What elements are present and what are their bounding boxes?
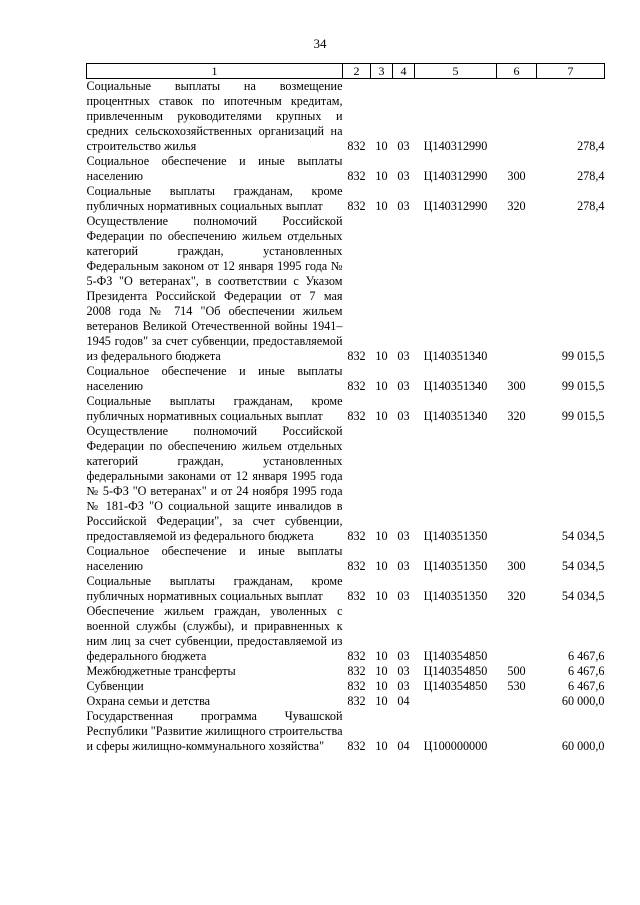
subsection-code: 03 [397, 349, 410, 363]
column-header: 2 [343, 64, 371, 79]
row-name: Межбюджетные трансферты [86, 664, 236, 678]
subsection-code: 04 [397, 694, 410, 708]
expense-type-code [497, 694, 537, 709]
table-row [87, 424, 605, 544]
amount: 60 000,0 [561, 694, 605, 708]
section-code: 10 [375, 739, 388, 753]
subsection-code: 03 [397, 409, 410, 423]
ministry-code: 832 [347, 559, 366, 573]
column-header: 5 [415, 64, 497, 79]
table-row [87, 154, 605, 184]
table-row [87, 544, 605, 574]
row-name: Социальное обеспечение и иные выплаты населению [86, 364, 343, 393]
row-name: Социальные выплаты гражданам, кроме публичных нормативных социальных выплат [86, 394, 343, 423]
table-row [87, 184, 605, 214]
table-row [87, 694, 605, 709]
amount: 6 467,6 [567, 649, 605, 663]
ministry-code: 832 [347, 694, 366, 708]
amount: 278,4 [577, 199, 605, 213]
target-article-code: Ц140351340 [423, 379, 488, 393]
column-header: 6 [497, 64, 537, 79]
section-code: 10 [375, 664, 388, 678]
expense-type-code: 320 [507, 409, 526, 423]
ministry-code: 832 [347, 199, 366, 213]
amount: 278,4 [577, 139, 605, 153]
section-code: 10 [375, 199, 388, 213]
amount: 60 000,0 [561, 739, 605, 753]
expense-type-code: 300 [507, 379, 526, 393]
subsection-code: 03 [397, 679, 410, 693]
amount: 54 034,5 [561, 529, 605, 543]
section-code: 10 [375, 529, 388, 543]
target-article-code: Ц140351340 [423, 349, 488, 363]
expense-type-code: 300 [507, 559, 526, 573]
budget-table [86, 63, 605, 754]
amount: 99 015,5 [561, 409, 605, 423]
subsection-code: 03 [397, 589, 410, 603]
expense-type-code: 320 [507, 589, 526, 603]
target-article-code: Ц140354850 [423, 649, 488, 663]
amount: 6 467,6 [567, 679, 605, 693]
section-code: 10 [375, 694, 388, 708]
row-name: Социальное обеспечение и иные выплаты населению [86, 154, 343, 183]
ministry-code: 832 [347, 379, 366, 393]
target-article-code: Ц140312990 [423, 169, 488, 183]
subsection-code: 03 [397, 649, 410, 663]
table-row [87, 214, 605, 364]
target-article-code [415, 694, 497, 709]
section-code: 10 [375, 169, 388, 183]
expense-type-code [497, 604, 537, 664]
target-article-code: Ц140351350 [423, 529, 488, 543]
row-name: Субвенции [86, 679, 144, 693]
subsection-code: 03 [397, 529, 410, 543]
row-name: Осуществление полномочий Российской Федерации по обеспечению жильем отдельных категорий граждан, установленных Федеральным законом от 12 января 1995 года № 5-ФЗ "О ветеранах", в соответствии с Указом Президента Российской Федерации от 7 мая 2008 года № 714 "Об обеспечении жильем ветеранов Великой Отечественной войны 1941–1945 годов" за счет субвенции, предоставляемой из федерального бюджета [86, 214, 343, 363]
row-name: Обеспечение жильем граждан, уволенных с военной службы (службы), и приравненных к ним лиц за счет субвенции, предоставляемой из федерального бюджета [86, 604, 343, 663]
expense-type-code: 320 [507, 199, 526, 213]
column-header: 7 [537, 64, 605, 79]
section-code: 10 [375, 409, 388, 423]
ministry-code: 832 [347, 349, 366, 363]
section-code: 10 [375, 349, 388, 363]
target-article-code: Ц140351350 [423, 559, 488, 573]
expense-type-code [497, 79, 537, 155]
target-article-code: Ц140354850 [423, 679, 488, 693]
expense-type-code [497, 709, 537, 754]
subsection-code: 03 [397, 199, 410, 213]
subsection-code: 03 [397, 664, 410, 678]
ministry-code: 832 [347, 589, 366, 603]
ministry-code: 832 [347, 169, 366, 183]
row-name: Охрана семьи и детства [86, 694, 211, 708]
page-number: 34 [313, 36, 327, 51]
ministry-code: 832 [347, 649, 366, 663]
expense-type-code: 500 [507, 664, 526, 678]
amount: 99 015,5 [561, 349, 605, 363]
ministry-code: 832 [347, 529, 366, 543]
ministry-code: 832 [347, 409, 366, 423]
row-name: Осуществление полномочий Российской Федерации по обеспечению жильем отдельных категорий граждан, установленных федеральными законами от 12 января 1995 года № 5-ФЗ "О ветеранах" и от 24 ноября 1995 года № 181-ФЗ "О социальной защите инвалидов в Российской Федерации", за счет субвенции, предоставляемой из федерального бюджета [86, 424, 343, 543]
section-code: 10 [375, 139, 388, 153]
subsection-code: 03 [397, 139, 410, 153]
section-code: 10 [375, 679, 388, 693]
table-row [87, 79, 605, 155]
ministry-code: 832 [347, 664, 366, 678]
amount: 54 034,5 [561, 559, 605, 573]
subsection-code: 03 [397, 559, 410, 573]
subsection-code: 03 [397, 379, 410, 393]
table-row [87, 574, 605, 604]
subsection-code: 04 [397, 739, 410, 753]
column-header: 3 [371, 64, 393, 79]
row-name: Социальные выплаты на возмещение процентных ставок по ипотечным кредитам, привлеченным руководителями крупных и средних сельскохозяйственных организаций на строительство жилья [86, 79, 343, 153]
row-name: Государственная программа Чувашской Республики "Развитие жилищного строительства и сферы жилищно-коммунального хозяйства" [86, 709, 343, 753]
ministry-code: 832 [347, 679, 366, 693]
table-row [87, 679, 605, 694]
expense-type-code [497, 424, 537, 544]
table-row [87, 664, 605, 679]
column-header: 4 [393, 64, 415, 79]
table-row [87, 394, 605, 424]
header-row [87, 64, 605, 79]
row-name: Социальное обеспечение и иные выплаты населению [86, 544, 343, 573]
section-code: 10 [375, 379, 388, 393]
target-article-code: Ц140351350 [423, 589, 488, 603]
row-name: Социальные выплаты гражданам, кроме публичных нормативных социальных выплат [86, 184, 343, 213]
target-article-code: Ц140351340 [423, 409, 488, 423]
table-body [87, 79, 605, 755]
amount: 54 034,5 [561, 589, 605, 603]
table-row [87, 604, 605, 664]
target-article-code: Ц100000000 [423, 739, 488, 753]
table-row [87, 709, 605, 754]
row-name: Социальные выплаты гражданам, кроме публичных нормативных социальных выплат [86, 574, 343, 603]
expense-type-code [497, 214, 537, 364]
ministry-code: 832 [347, 739, 366, 753]
expense-type-code: 300 [507, 169, 526, 183]
table-row [87, 364, 605, 394]
column-header: 1 [87, 64, 343, 79]
target-article-code: Ц140354850 [423, 664, 488, 678]
section-code: 10 [375, 559, 388, 573]
target-article-code: Ц140312990 [423, 139, 488, 153]
target-article-code: Ц140312990 [423, 199, 488, 213]
amount: 6 467,6 [567, 664, 605, 678]
amount: 278,4 [577, 169, 605, 183]
section-code: 10 [375, 589, 388, 603]
subsection-code: 03 [397, 169, 410, 183]
section-code: 10 [375, 649, 388, 663]
ministry-code: 832 [347, 139, 366, 153]
expense-type-code: 530 [507, 679, 526, 693]
amount: 99 015,5 [561, 379, 605, 393]
